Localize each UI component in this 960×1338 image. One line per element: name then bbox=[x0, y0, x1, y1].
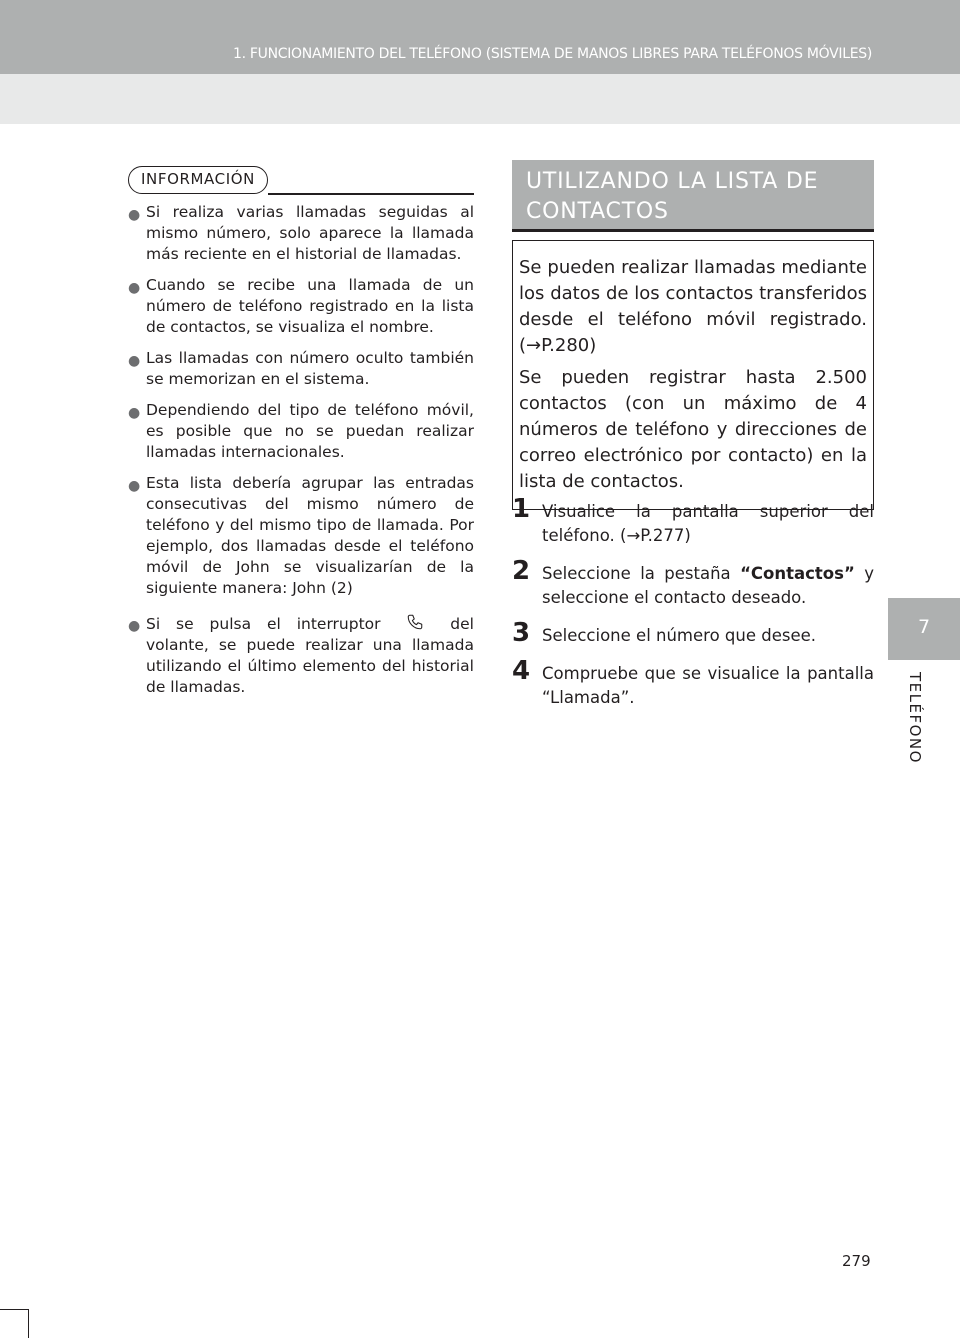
crop-mark bbox=[28, 1309, 29, 1338]
list-item bbox=[128, 202, 474, 265]
info-badge: INFORMACIÓN bbox=[128, 166, 268, 194]
bullet-dot-icon: ● bbox=[128, 280, 141, 296]
step-number: 1 bbox=[512, 494, 531, 524]
bullet-text: Esta lista debería agrupar las entradas consecutivas del mismo número de teléfono y del mismo tipo de llamada. Por ejemplo, dos llamadas desde el teléfono móvil de John se visualizarían de la siguiente manera: John (2) bbox=[146, 474, 474, 597]
bullet-text: Dependiendo del tipo de teléfono móvil, es posible que no se puedan realizar llamadas internacionales. bbox=[146, 401, 474, 461]
intro-box bbox=[512, 240, 874, 510]
step-item bbox=[512, 494, 874, 548]
step-item bbox=[512, 556, 874, 610]
phone-icon bbox=[396, 613, 434, 635]
crop-mark bbox=[0, 1309, 28, 1310]
intro-paragraph: Se pueden registrar hasta 2.500 contactos (con un máximo de 4 números de teléfono y direcciones de correo electrónico por contacto) en la lista de contactos. bbox=[519, 367, 867, 492]
list-item bbox=[128, 400, 474, 463]
section-heading: UTILIZANDO LA LISTA DE CONTACTOS bbox=[512, 160, 874, 232]
header-top-bar bbox=[0, 0, 960, 74]
bullet-dot-icon: ● bbox=[128, 478, 141, 494]
step-item bbox=[512, 618, 874, 648]
chapter-label: TELÉFONO bbox=[906, 672, 924, 764]
step-text: Compruebe que se visualice la pantalla “Llamada”. bbox=[542, 664, 874, 707]
bullet-dot-icon: ● bbox=[128, 207, 141, 223]
bullet-dot-icon: ● bbox=[128, 405, 141, 421]
step-text: Seleccione la pestaña bbox=[542, 564, 731, 583]
bullet-dot-icon: ● bbox=[128, 353, 141, 369]
bullet-text: Si realiza varias llamadas seguidas al mismo número, solo aparece la llamada más reciente en el historial de llamadas. bbox=[146, 203, 474, 263]
bullet-text: Cuando se recibe una llamada de un número de teléfono registrado en la lista de contactos, se visualiza el nombre. bbox=[146, 276, 474, 336]
list-item bbox=[128, 473, 474, 599]
intro-paragraph: Se pueden realizar llamadas mediante los datos de los contactos transferidos desde el teléfono móvil registrado. (→P.280) bbox=[519, 257, 867, 356]
list-item bbox=[128, 348, 474, 390]
bullet-text: Si se pulsa el interruptor bbox=[146, 615, 381, 633]
chapter-tab bbox=[888, 598, 960, 660]
step-text: Seleccione el número que desee. bbox=[542, 626, 817, 645]
list-item bbox=[128, 275, 474, 338]
page-number: 279 bbox=[842, 1252, 871, 1270]
list-item bbox=[128, 613, 474, 698]
step-bold-text: “Contactos” bbox=[740, 564, 855, 583]
running-header-title: 1. FUNCIONAMIENTO DEL TELÉFONO (SISTEMA DE MANOS LIBRES PARA TELÉFONOS MÓVILES) bbox=[232, 46, 872, 62]
bullet-text: Las llamadas con número oculto también se memorizan en el sistema. bbox=[146, 349, 474, 388]
info-bullet-list bbox=[128, 202, 474, 708]
step-number: 2 bbox=[512, 556, 531, 586]
step-number: 3 bbox=[512, 618, 531, 648]
step-text: y seleccione el contacto deseado. bbox=[542, 564, 874, 607]
chapter-number: 7 bbox=[917, 616, 931, 638]
bullet-dot-icon: ● bbox=[128, 618, 141, 634]
info-rule bbox=[268, 193, 474, 195]
steps-list bbox=[512, 494, 874, 724]
step-text: Visualice la pantalla superior del teléfono. (→P.277) bbox=[542, 502, 874, 545]
bullet-text: del volante, se puede realizar una llamada utilizando el último elemento del historial de llamadas. bbox=[146, 615, 474, 696]
step-item bbox=[512, 656, 874, 710]
step-number: 4 bbox=[512, 656, 531, 686]
